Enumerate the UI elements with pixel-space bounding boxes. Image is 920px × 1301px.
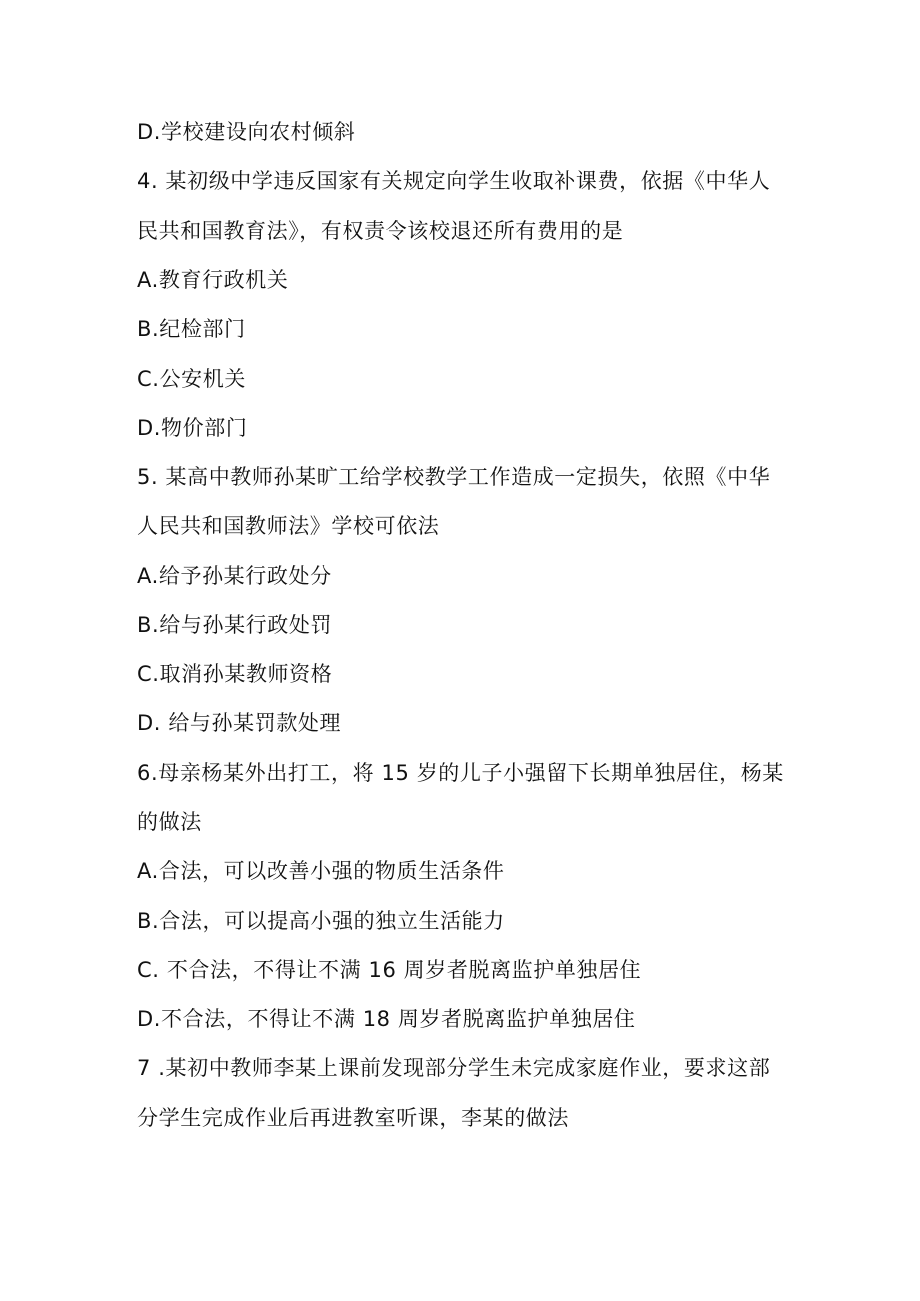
question-6-line-1: 6.母亲杨某外出打工，将 15 岁的儿子小强留下长期单独居住，杨某 <box>137 761 784 785</box>
option-4c: C.公安机关 <box>137 367 246 391</box>
option-5b: B.给与孙某行政处罚 <box>137 613 333 637</box>
option-6d: D.不合法，不得让不满 18 周岁者脱离监护单独居住 <box>137 1007 636 1031</box>
option-5a: A.给予孙某行政处分 <box>137 564 332 588</box>
option-6c: C. 不合法，不得让不满 16 周岁者脱离监护单独居住 <box>137 958 642 982</box>
option-5d: D. 给与孙某罚款处理 <box>137 711 342 735</box>
option-4d: D.物价部门 <box>137 416 248 440</box>
question-7-line-1: 7 .某初中教师李某上课前发现部分学生未完成家庭作业，要求这部 <box>137 1056 771 1080</box>
option-4b: B.纪检部门 <box>137 317 246 341</box>
option-3d: D.学校建设向农村倾斜 <box>137 120 356 144</box>
option-4a: A.教育行政机关 <box>137 268 289 292</box>
question-6-line-2: 的做法 <box>137 810 202 834</box>
question-4-line-1: 4. 某初级中学违反国家有关规定向学生收取补课费，依据《中华人 <box>137 169 771 193</box>
option-5c: C.取消孙某教师资格 <box>137 662 333 686</box>
question-5-line-2: 人民共和国教师法》学校可依法 <box>137 514 440 538</box>
option-6b: B.合法，可以提高小强的独立生活能力 <box>137 909 505 933</box>
question-7-line-2: 分学生完成作业后再进教室听课，李某的做法 <box>137 1106 569 1130</box>
question-4-line-2: 民共和国教育法》，有权责令该校退还所有费用的是 <box>137 219 624 243</box>
option-6a: A.合法，可以改善小强的物质生活条件 <box>137 859 505 883</box>
question-5-line-1: 5. 某高中教师孙某旷工给学校教学工作造成一定损失，依照《中华 <box>137 465 771 489</box>
